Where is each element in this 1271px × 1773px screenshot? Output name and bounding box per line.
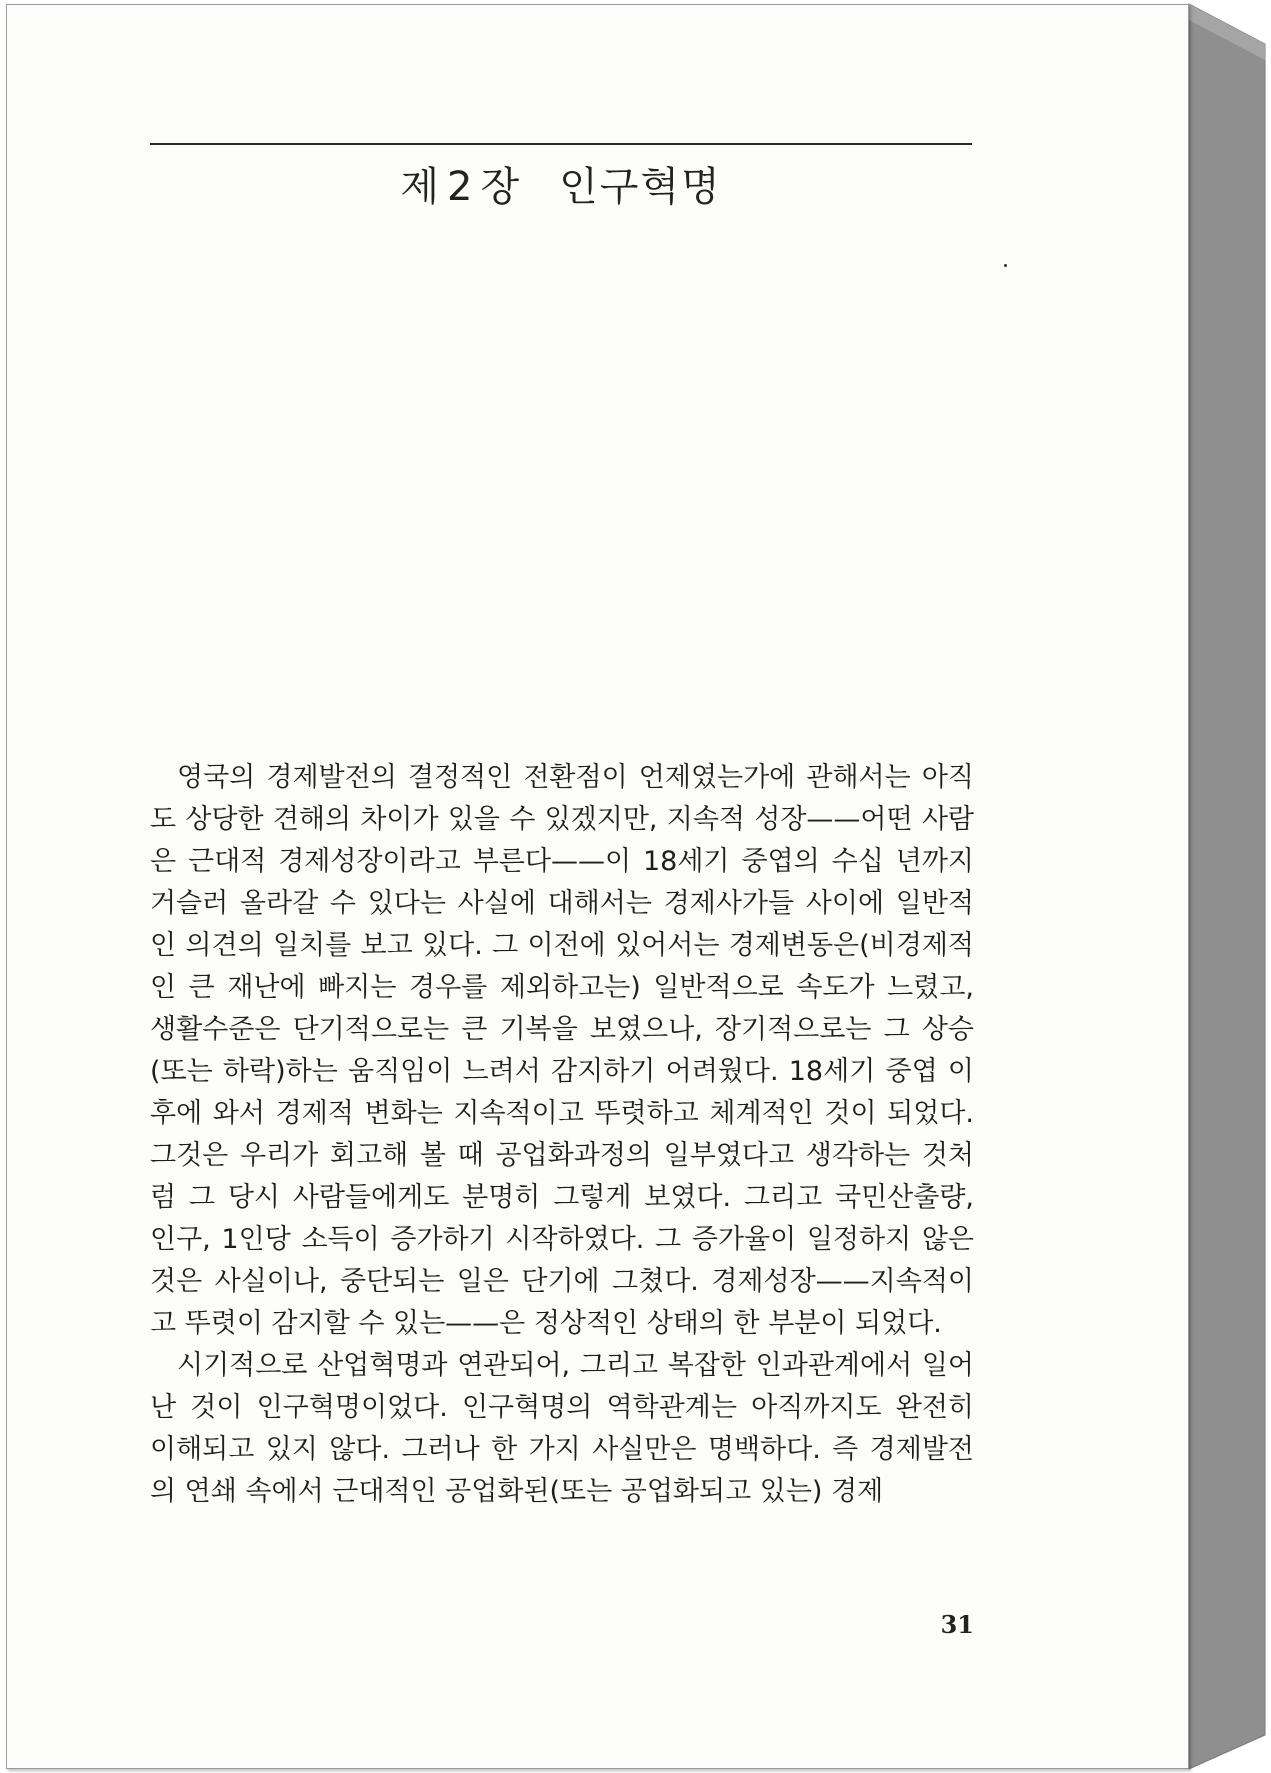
paragraph-1: 영국의 경제발전의 결정적인 전환점이 언제였는가에 관해서는 아직도 상당한 견해의 차이가 있을 수 있겠지만, 지속적 성장——어떤 사람은 근대적 경제성장이라고 부른다——이 18세기 중엽의 수십 년까지 거슬러 올라갈 수 있다는 사실에 대해서는 경제사가들 사이에 일반적인 의견의 일치를 보고 있다. 그 이전에 있어서는 경제변동은(비경제적인 큰 재난에 빠지는 경우를 제외하고는) 일반적으로 속도가 느렸고, 생활수준은 단기적으로는 큰 기복을 보였으나, 장기적으로는 그 상승(또는 하락)하는 움직임이 느려서 감지하기 어려웠다. 18세기 중엽 이후에 와서 경제적 변화는 지속적이고 뚜렷하고 체계적인 것이 되었다. 그것은 우리가 회고해 볼 때 공업화과정의 일부였다고 생각하는 것처럼 그 당시 사람들에게도 분명히 그렇게 보였다. 그리고 국민산출량, 인구, 1인당 소득이 증가하기 시작하였다. 그 증가율이 일정하지 않은 것은 사실이나, 중단되는 일은 단기에 그쳤다. 경제성장——지속적이고 뚜렷이 감지할 수 있는——은 정상적인 상태의 한 부분이 되었다. [150, 762, 974, 1339]
chapter-rule [150, 143, 972, 145]
chapter-heading [150, 155, 972, 212]
chapter-prefix: 제 [400, 164, 441, 210]
chapter-number: 2 [446, 164, 475, 210]
body-text [150, 757, 974, 1513]
page-number: 31 [940, 1610, 974, 1639]
paragraph-2: 시기적으로 산업혁명과 연관되어, 그리고 복잡한 인과관계에서 일어난 것이 인구혁명이었다. 인구혁명의 역학관계는 아직까지도 완전히 이해되고 있지 않다. 그러나 한 가지 사실만은 명백하다. 즉 경제발전의 연쇄 속에서 근대적인 공업화된(또는 공업화되고 있는) 경제 [150, 1350, 974, 1507]
chapter-title: 인구혁명 [559, 164, 722, 210]
scan-speck [1004, 264, 1007, 267]
chapter-suffix: 장 [480, 164, 522, 210]
